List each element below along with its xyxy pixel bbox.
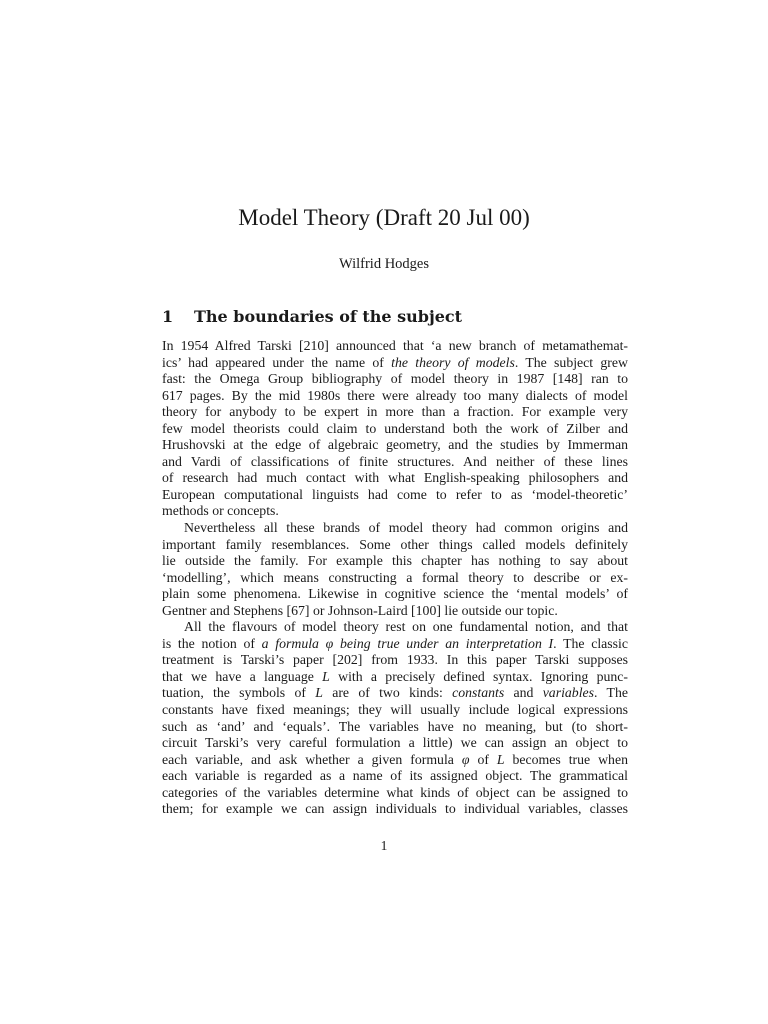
- text-line: European computational linguists had come to refer to as ‘model-theoretic’: [162, 486, 628, 502]
- emphasis: φ: [461, 751, 470, 767]
- text-line: them; for example we can assign individuals to individual variables, classes: [162, 801, 628, 817]
- text-line: In 1954 Alfred Tarski [210] announced that ‘a new branch of metamathemat-: [162, 338, 628, 353]
- text-line: treatment is Tarski’s paper [202] from 1933. In this paper Tarski supposes: [162, 652, 628, 668]
- text-line: lie outside the family. For example this chapter has nothing to say about: [162, 553, 628, 569]
- text-line: circuit Tarski’s very careful formulation a little) we can assign an object to: [162, 735, 628, 751]
- text-line: All the flavours of model theory rest on one fundamental notion, and that: [184, 619, 628, 635]
- text-line: methods or concepts.: [162, 503, 279, 519]
- text-line: plain some phenomena. Likewise in cognitive science the ‘mental models’ of: [162, 586, 628, 602]
- text-line: 617 pages. By the mid 1980s there were already too many dialects of model: [162, 387, 628, 403]
- paragraph: [162, 520, 628, 619]
- paragraph: [162, 338, 628, 520]
- text-line: that we have a language L with a precisely defined syntax. Ignoring punc-: [162, 668, 628, 684]
- text-line: such as ‘and’ and ‘equals’. The variables have no meaning, but (to short-: [162, 718, 628, 734]
- emphasis: L: [315, 685, 323, 701]
- emphasis: variables: [542, 685, 595, 701]
- page-number: 1: [380, 838, 388, 853]
- text-line: ‘modelling’, which means constructing a formal theory to describe or ex-: [162, 569, 628, 585]
- emphasis: L: [322, 668, 330, 684]
- text-line: and Vardi of classifications of finite structures. And neither of these lines: [162, 453, 628, 469]
- text-line: fast: the Omega Group bibliography of model theory in 1987 [148] ran to: [162, 371, 628, 387]
- section-title: The boundaries of the subject: [194, 307, 463, 326]
- emphasis: the theory of models: [391, 354, 515, 370]
- document-title: Model Theory (Draft 20 Jul 00): [238, 205, 530, 230]
- body-text: [162, 338, 628, 818]
- text-line: categories of the variables determine what kinds of object can be assigned to: [162, 784, 628, 800]
- text-line: tuation, the symbols of L are of two kinds: constants and variables. The: [162, 685, 628, 701]
- text-line: theory for anybody to be expert in more than a fraction. For example very: [162, 404, 628, 420]
- text-line: few model theorists could claim to understand both the work of Zilber and: [162, 420, 628, 436]
- section-heading: [162, 305, 642, 329]
- emphasis: L: [496, 751, 505, 767]
- text-line: constants have fixed meanings; they will usually include logical expressions: [162, 702, 628, 718]
- paragraph: [162, 619, 628, 818]
- text-line: important family resemblances. Some other things called models definitely: [162, 536, 628, 552]
- section-number: 1: [162, 307, 174, 326]
- text-line: Gentner and Stephens [67] or Johnson-Laird [100] lie outside our topic.: [162, 602, 558, 618]
- document-author: Wilfrid Hodges: [338, 256, 430, 272]
- text-line: is the notion of a formula φ being true under an interpretation I. The classic: [162, 635, 628, 651]
- text-line: of research had much contact with what English-speaking philosophers and: [162, 470, 628, 486]
- text-line: Hrushovski at the edge of algebraic geometry, and the studies by Immerman: [162, 437, 628, 453]
- text-line: each variable, and ask whether a given formula φ of L becomes true when: [162, 751, 628, 767]
- text-line: ics’ had appeared under the name of the theory of models. The subject grew: [162, 354, 628, 370]
- emphasis: a formula φ being true under an interpretation I: [261, 635, 554, 651]
- text-line: each variable is regarded as a name of its assigned object. The grammatical: [162, 768, 628, 784]
- text-line: Nevertheless all these brands of model theory had common origins and: [184, 520, 628, 536]
- emphasis: constants: [452, 685, 505, 701]
